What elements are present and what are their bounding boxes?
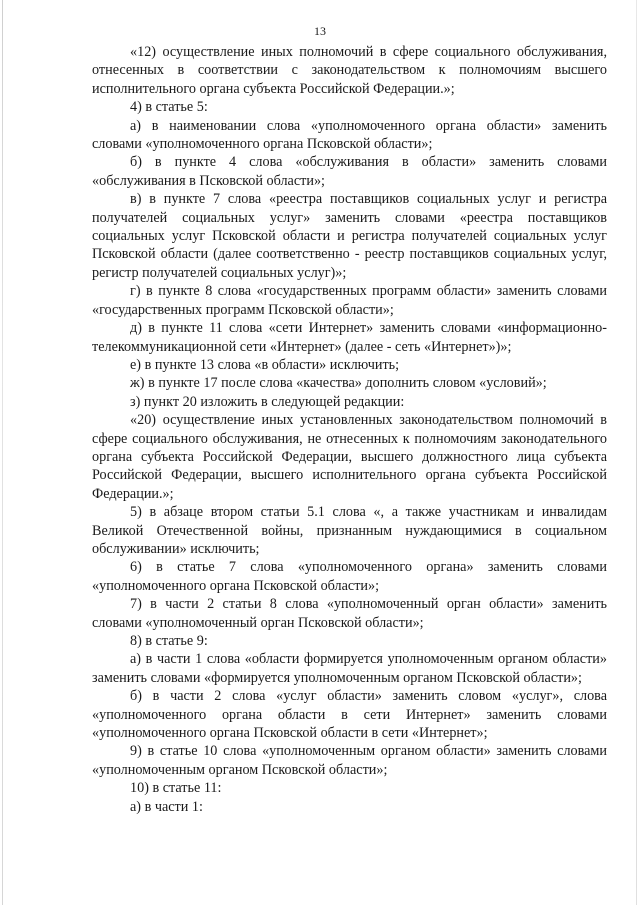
document-body bbox=[92, 43, 607, 816]
paragraph: ж) в пункте 17 после слова «качества» дополнить словом «условий»; bbox=[130, 375, 547, 392]
page-number: 13 bbox=[314, 24, 326, 38]
paragraph: 6) в статье 7 слова «уполномоченного органа» заменить словами «уполномоченного органа Псковской области»; bbox=[92, 559, 607, 594]
paragraph: «12) осуществление иных полномочий в сфере социального обслуживания, отнесенных в соответствии с законодательством к полномочиям высшего исполнительного органа субъекта Российской Федерации.»; bbox=[92, 44, 607, 97]
paragraph: б) в части 2 слова «услуг области» заменить словом «услуг», слова «уполномоченного органа области в сети Интернет» заменить словами «уполномоченного органа Псковской области в сети «Интернет»; bbox=[92, 688, 607, 742]
paragraph: 7) в части 2 статьи 8 слова «уполномоченный орган области» заменить словами «уполномоченный орган Псковской области»; bbox=[92, 596, 607, 631]
paragraph: з) пункт 20 изложить в следующей редакции: bbox=[130, 393, 405, 410]
paragraph: а) в части 1 слова «области формируется уполномоченным органом области» заменить словами «формируется уполномоченным органом Псковской области»; bbox=[92, 651, 607, 686]
paragraph: д) в пункте 11 слова «сети Интернет» заменить словами «информационно-телекоммуникационной сети «Интернет» (далее - сеть «Интернет»)»; bbox=[92, 320, 607, 355]
paragraph: 4) в статье 5: bbox=[130, 99, 208, 116]
paragraph: 9) в статье 10 слова «уполномоченным органом области» заменить словами «уполномоченным органом Псковской области»; bbox=[92, 743, 607, 778]
scan-edge-right bbox=[636, 0, 637, 905]
scan-edge-left bbox=[2, 0, 3, 905]
paragraph: г) в пункте 8 слова «государственных программ области» заменить словами «государственных программ Псковской области»; bbox=[92, 283, 607, 318]
paragraph: а) в наименовании слова «уполномоченного органа области» заменить словами «уполномоченного органа Псковской области»; bbox=[92, 117, 607, 153]
paragraph: 5) в абзаце втором статьи 5.1 слова «, а также участникам и инвалидам Великой Отечественной войны, признанным нуждающимися в социальном обслуживании» исключить; bbox=[92, 504, 607, 557]
paragraph: 8) в статье 9: bbox=[130, 633, 208, 649]
paragraph: б) в пункте 4 слова «обслуживания в области» заменить словами «обслуживания в Псковской области»; bbox=[92, 154, 607, 189]
paragraph: е) в пункте 13 слова «в области» исключить; bbox=[130, 356, 400, 373]
paragraph: а) в части 1: bbox=[130, 798, 203, 815]
paragraph: «20) осуществление иных установленных законодательством полномочий в сфере социального обслуживания, не отнесенных к полномочиям законодательного органа субъекта Российской Федерации, высшего должностного лица субъекта Российской Федерации, высшего исполнительного органа субъекта Российской Федерации.»; bbox=[92, 412, 607, 502]
paragraph: в) в пункте 7 слова «реестра поставщиков социальных услуг и регистра получателей социальных услуг» заменить словами «реестра поставщиков социальных услуг Псковской области и регистра получателей социальных услуг Псковской области (далее соответственно - реестр поставщиков социальных услуг, регистр получателей социальных услуг)»; bbox=[92, 191, 607, 281]
paragraph: 10) в статье 11: bbox=[130, 780, 222, 797]
